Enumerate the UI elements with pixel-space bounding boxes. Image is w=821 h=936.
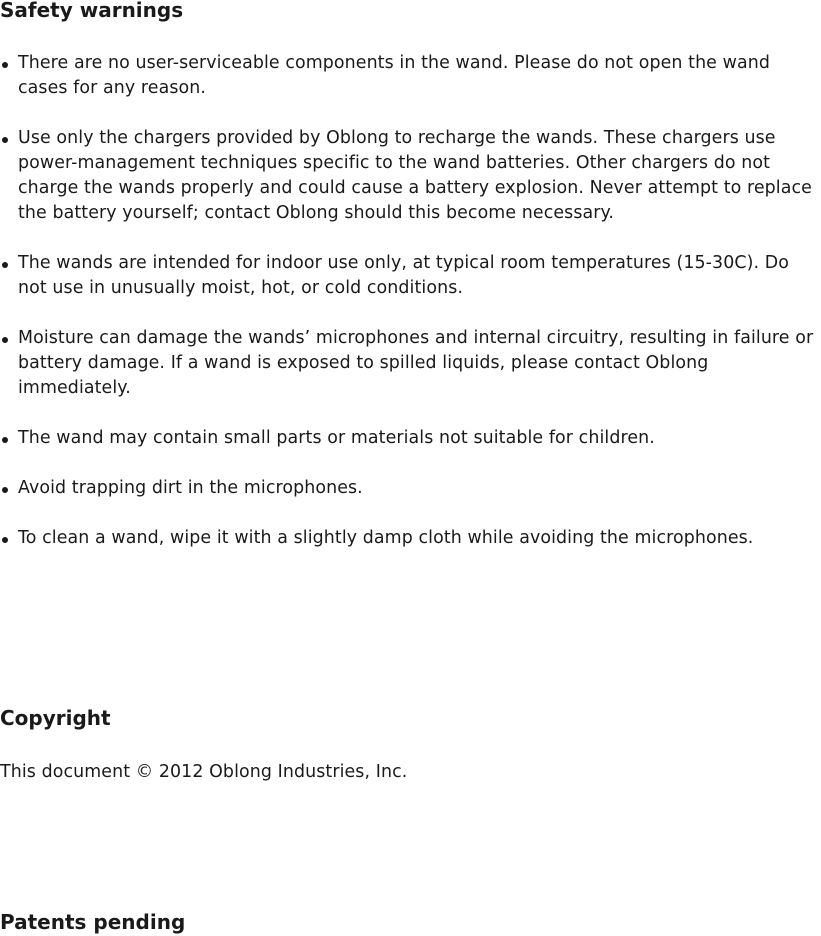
- list-item: [0, 251, 821, 301]
- list-item-text: The wands are intended for indoor use only, at typical room temperatures (15-30C). Do not use in unusually moist, hot, or cold conditions.: [18, 253, 790, 298]
- bullet-icon: [2, 437, 8, 443]
- list-item: [0, 476, 821, 501]
- list-item-text: The wand may contain small parts or materials not suitable for children.: [18, 428, 655, 448]
- safety-warnings-list: [0, 51, 821, 576]
- list-item: [0, 326, 821, 401]
- bullet-icon: [2, 62, 8, 68]
- list-item-text: To clean a wand, wipe it with a slightly damp cloth while avoiding the microphones.: [18, 528, 754, 548]
- list-item-text: Avoid trapping dirt in the microphones.: [18, 478, 363, 498]
- bullet-icon: [2, 137, 8, 143]
- copyright-text: This document © 2012 Oblong Industries, Inc.: [0, 762, 408, 782]
- safety-warnings-heading: Safety warnings: [0, 0, 184, 22]
- list-item: [0, 526, 821, 551]
- list-item: [0, 51, 821, 101]
- list-item: [0, 126, 821, 226]
- list-item-text: There are no user-serviceable components in the wand. Please do not open the wand cases for any reason.: [18, 53, 770, 98]
- patents-pending-heading: Patents pending: [0, 910, 186, 934]
- bullet-icon: [2, 337, 8, 343]
- copyright-heading: Copyright: [0, 706, 111, 730]
- list-item-text: Use only the chargers provided by Oblong to recharge the wands. These chargers use power-management techniques specific to the wand batteries. Other chargers do not charge the wands properly and could cause a battery explosion. Never attempt to replace the battery yourself; contact Oblong should this become necessary.: [18, 128, 812, 223]
- bullet-icon: [2, 262, 8, 268]
- list-item: [0, 426, 821, 451]
- bullet-icon: [2, 487, 8, 493]
- bullet-icon: [2, 537, 8, 543]
- list-item-text: Moisture can damage the wands’ microphones and internal circuitry, resulting in failure or battery damage. If a wand is exposed to spilled liquids, please contact Oblong immediately.: [18, 328, 814, 398]
